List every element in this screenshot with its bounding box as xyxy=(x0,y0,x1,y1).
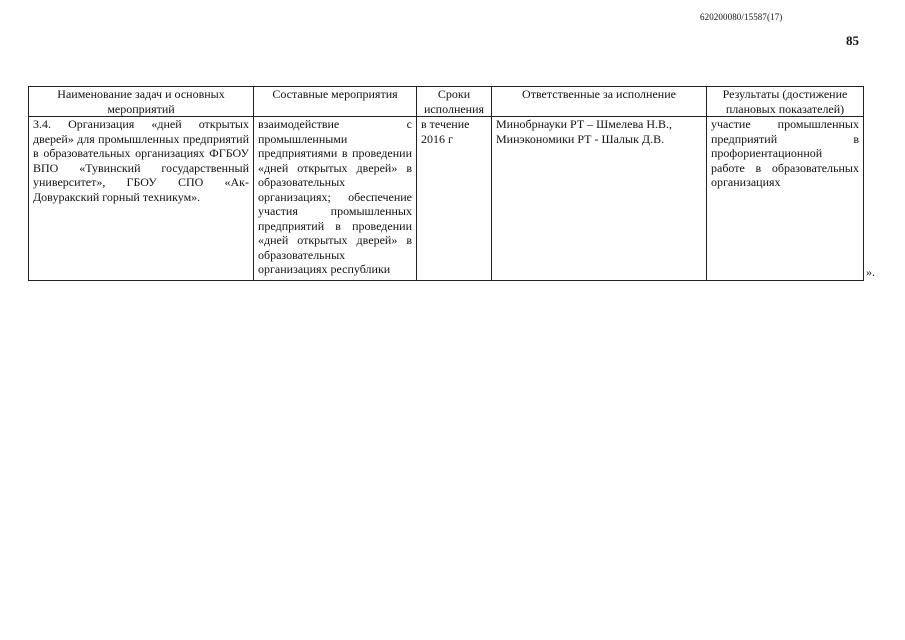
responsible-cell: Минобрнауки РТ – Шмелева Н.В., Минэкономики РТ - Шалык Д.В. xyxy=(492,117,707,281)
column-header-task: Наименование задач и основных мероприятий xyxy=(29,87,254,117)
plan-table xyxy=(28,86,864,281)
column-header-deadline: Сроки исполнения xyxy=(417,87,492,117)
table-row xyxy=(29,117,864,281)
deadline-cell: в течение 2016 г xyxy=(417,117,492,281)
column-header-activities: Составные мероприятия xyxy=(254,87,417,117)
closing-quote-mark: ». xyxy=(866,265,875,279)
page-number: 85 xyxy=(846,33,859,48)
table-header-row xyxy=(29,87,864,117)
column-header-responsible: Ответственные за исполнение xyxy=(492,87,707,117)
task-cell: 3.4. Организация «дней открытых дверей» для промышленных предприятий в образовательных организациях ФГБОУ ВПО «Тувинский государственный университет», ГБОУ СПО «Ак-Довуракский горный техникум». xyxy=(29,117,254,281)
column-header-results: Результаты (достижение плановых показателей) xyxy=(707,87,864,117)
document-code: 620200080/15587(17) xyxy=(700,12,783,22)
activities-cell: взаимодействие с промышленными предприятиями в проведении «дней открытых дверей» в образовательных организациях; обеспечение участия промышленных предприятий в проведении «дней открытых дверей» в образовательных организациях республики xyxy=(254,117,417,281)
results-cell: участие промышленных предприятий в профориентационной работе в образовательных организациях xyxy=(707,117,864,281)
